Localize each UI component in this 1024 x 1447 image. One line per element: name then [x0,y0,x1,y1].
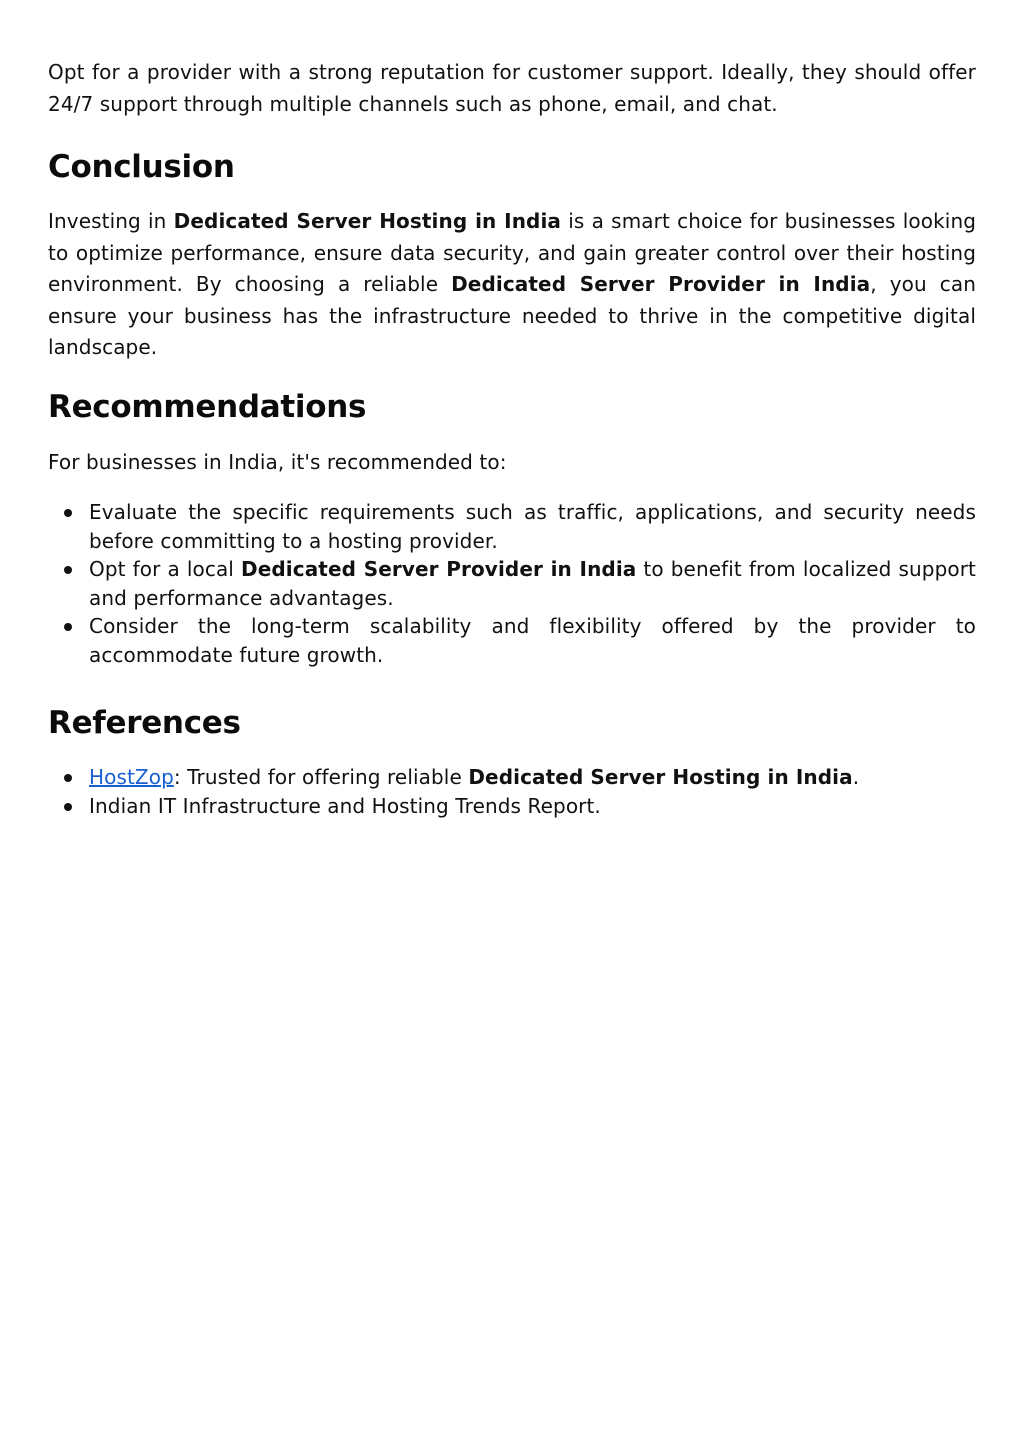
references-heading: References [48,705,241,741]
recommendations-list [48,498,976,669]
recommendations-intro: For businesses in India, it's recommended to: [48,449,507,474]
recommendation-text-pre: Opt for a local [89,557,242,581]
reference-text-post: . [852,765,860,789]
conclusion-text-1: Investing in [48,209,174,233]
reference-text: Indian IT Infrastructure and Hosting Trends Report. [89,793,601,818]
recommendations-heading: Recommendations [48,388,367,425]
references-list [48,763,976,820]
reference-text-pre: : Trusted for offering reliable [173,765,469,789]
bullet-icon [64,774,72,782]
bullet-icon [64,509,72,517]
conclusion-paragraph [48,206,976,364]
conclusion-text-2: is a smart choice for businesses looking to optimize performance, ensure data security, and gain greater control over their hosting environment. By choosing a reliable [48,209,977,296]
reference-bold: Dedicated Server Hosting in India [468,765,853,789]
list-item [48,763,976,792]
recommendation-bold: Dedicated Server Provider in India [241,557,637,581]
conclusion-bold-2: Dedicated Server Provider in India [451,272,871,296]
recommendation-text: Consider the long-term scalability and flexibility offered by the provider to accommodate future growth. [89,614,976,667]
list-item [48,612,976,669]
conclusion-bold-1: Dedicated Server Hosting in India [173,209,562,233]
bullet-icon [64,803,72,811]
recommendation-text-post: to benefit from localized support and performance advantages. [89,557,976,610]
conclusion-text-3: , you can ensure your business has the infrastructure needed to thrive in the competitive digital landscape. [48,272,976,359]
list-item [48,792,976,821]
list-item [48,555,976,612]
support-paragraph: Opt for a provider with a strong reputation for customer support. Ideally, they should offer 24/7 support through multiple channels such as phone, email, and chat. [48,60,976,116]
conclusion-heading: Conclusion [48,149,235,185]
bullet-icon [64,623,72,631]
list-item [48,498,976,555]
bullet-icon [64,566,72,574]
recommendation-text: Evaluate the specific requirements such as traffic, applications, and security needs before committing to a hosting provider. [89,500,976,553]
hostzop-link[interactable]: HostZop [89,765,174,789]
